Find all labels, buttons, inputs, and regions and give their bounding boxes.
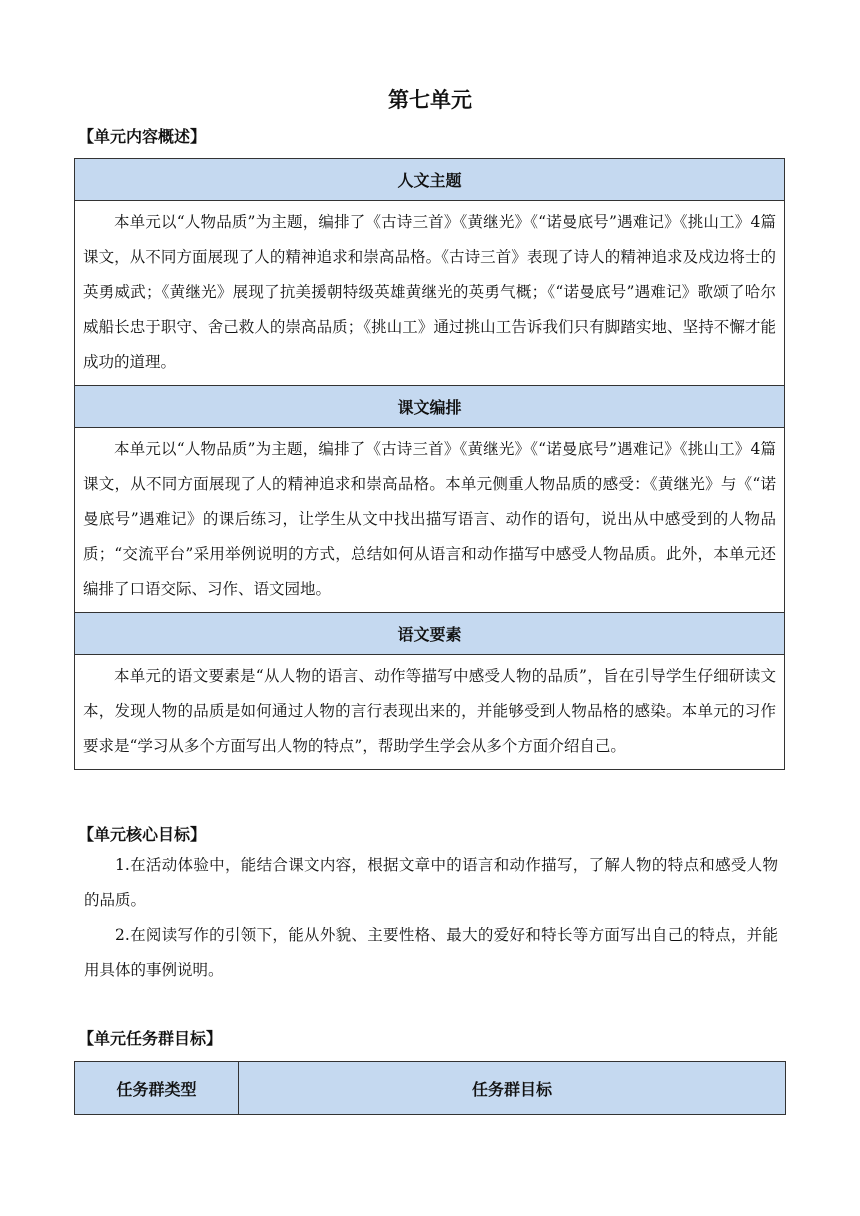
column-header-task-goal: 任务群目标 (239, 1062, 786, 1115)
core-goal-item-1: 1.在活动体验中，能结合课文内容，根据文章中的语言和动作描写，了解人物的特点和感受人物的品质。 (84, 856, 778, 909)
task-goals-heading: 【单元任务群目标】 (78, 1029, 223, 1048)
page-title: 第七单元 (388, 88, 472, 112)
task-goals-table (74, 1061, 786, 1115)
core-goals-heading: 【单元核心目标】 (78, 825, 207, 844)
section-text-arrangement: 本单元以“人物品质”为主题，编排了《古诗三首》《黄继光》《“诺曼底号”遇难记》《挑山工》4篇课文，从不同方面展现了人的精神追求和崇高品格。本单元侧重人物品质的感受：《黄继光》与《“诺曼底号”遇难记》的课后练习，让学生从文中找出描写语言、动作的语句，说出从中感受到的人物品质；“交流平台”采用举例说明的方式，总结如何从语言和动作描写中感受人物品质。此外，本单元还编排了口语交际、习作、语文园地。 (75, 428, 785, 613)
overview-heading: 【单元内容概述】 (78, 127, 207, 146)
column-header-task-type: 任务群类型 (75, 1062, 239, 1115)
section-text-humanities: 本单元以“人物品质”为主题，编排了《古诗三首》《黄继光》《“诺曼底号”遇难记》《挑山工》4篇课文，从不同方面展现了人的精神追求和崇高品格。《古诗三首》表现了诗人的精神追求及戍边将士的英勇威武；《黄继光》展现了抗美援朝特级英雄黄继光的英勇气概；《“诺曼底号”遇难记》歌颂了哈尔威船长忠于职守、舍己救人的崇高品质；《挑山工》通过挑山工告诉我们只有脚踏实地、坚持不懈才能成功的道理。 (75, 201, 785, 386)
section-header-arrangement: 课文编排 (75, 386, 785, 428)
section-text-language-elements: 本单元的语文要素是“从人物的语言、动作等描写中感受人物的品质”，旨在引导学生仔细研读文本，发现人物的品质是如何通过人物的言行表现出来的，并能够受到人物品格的感染。本单元的习作要求是“学习从多个方面写出人物的特点”，帮助学生学会从多个方面介绍自己。 (75, 655, 785, 770)
section-header-language-elements: 语文要素 (75, 613, 785, 655)
core-goal-item-2: 2.在阅读写作的引领下，能从外貌、主要性格、最大的爱好和特长等方面写出自己的特点，并能用具体的事例说明。 (84, 926, 778, 979)
overview-table (74, 158, 785, 770)
section-header-humanities: 人文主题 (75, 159, 785, 201)
